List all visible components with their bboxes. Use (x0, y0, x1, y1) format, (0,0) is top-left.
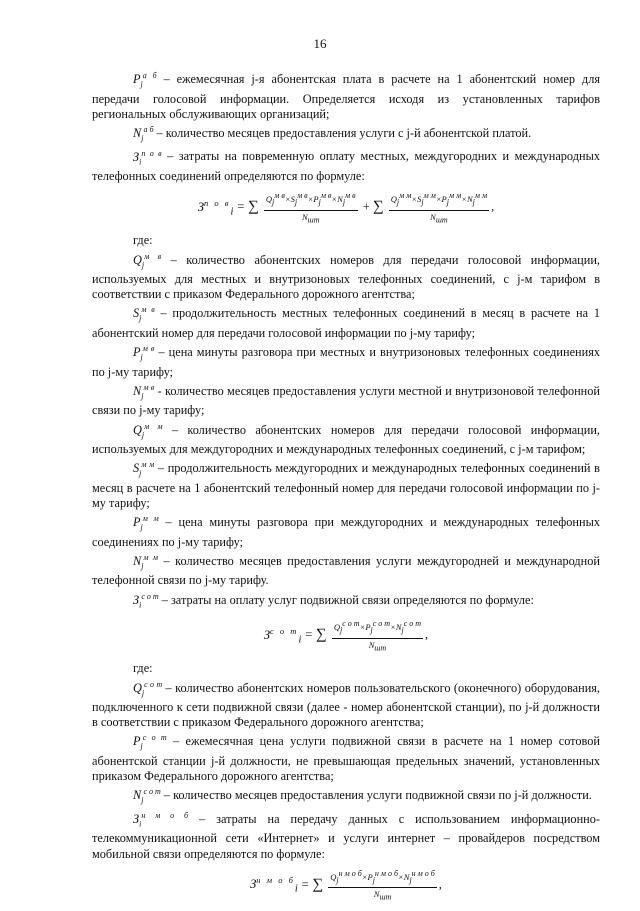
definitions-bottom (92, 677, 600, 862)
variable-symbol: $S_j^{м в}$ (133, 305, 155, 323)
variable-symbol: $Q_j^{м в}$ (133, 251, 162, 270)
definition-paragraph (92, 145, 600, 184)
variable-symbol: $S_j^{м м}$ (133, 460, 155, 478)
definition-paragraph (92, 808, 600, 862)
definition-paragraph (92, 419, 600, 458)
definition-paragraph (92, 511, 600, 550)
definition-paragraph (92, 677, 600, 731)
definition-text: – количество абонентских номеров пользовательского (оконечного) оборудования, подключенного к сети подвижной связи (далее - номер абонентской станции), по j-й должности в соответствии с приказом Федерального дорожного агентства; (92, 680, 601, 730)
where-label-1: где: (133, 233, 153, 248)
variable-symbol: $Q_j^{с о т}$ (133, 679, 163, 698)
variable-symbol: $N_j^{а б}$ (133, 124, 154, 143)
definition-text: – количество месяцев предоставления услуги с j-й абонентской платой. (153, 125, 532, 140)
formula-sot-lhs: $З^{с о т}_i$ (263, 625, 302, 646)
definition-paragraph (92, 302, 600, 341)
definition-paragraph (92, 68, 600, 122)
definition-text: – цена минуты разговора при междугородних и международных телефонных соединениях по j-му тарифу; (92, 515, 600, 549)
variable-symbol: $P_j^{м м}$ (133, 514, 159, 532)
variable-symbol: $N_j^{м в}$ (133, 382, 155, 401)
definitions-mid (92, 249, 600, 613)
definition-paragraph (92, 730, 600, 784)
variable-symbol: $P_j^{м в}$ (133, 344, 155, 362)
formula-pov: $З^{п о в}_i$ = ∑ $\frac{Q_j^{м в}\times S_j^{м в}\times P_j^{м в}\times N_j^{м в}}{N_{шт}}$ + ∑ $\frac{Q_j^{м м}\times S_j^{м м}\times P_j^{м м}\times N_j^{м м}}{N_{шт}}$ , (197, 191, 495, 225)
variable-symbol: $P_j^{с о т}$ (133, 733, 167, 751)
definition-text: – затраты на повременную оплату местных, междугородних и международных телефонных соединений определяются по формуле: (92, 149, 600, 184)
document-body (92, 68, 600, 911)
definition-paragraph (92, 784, 600, 808)
formula-sot-fraction: $\frac{Q_j^{с о т}\times P_j^{с о т}\times N_j^{с о т}}{N_{шт}}$ (333, 619, 422, 653)
definition-text: – ежемесячная j-я абонентская плата в расчете на 1 абонентский номер для передачи голосовой информации. Определяется исходя из установленных тарифов региональных обслуживающих организаций; (92, 72, 600, 121)
definition-text: – затраты на оплату услуг подвижной связи определяются по формуле: (158, 592, 534, 607)
variable-symbol: $Q_j^{м м}$ (133, 421, 163, 440)
definition-text: – продолжительность междугородних и международных телефонных соединений в месяц в расчете на 1 абонентский телефонный номер для передачи голосовой информации по j-му тарифу; (92, 461, 600, 510)
variable-symbol: $З_i^{п о в}$ (133, 148, 162, 167)
formula-nmob-lhs: $З^{н м о б}_i$ (250, 874, 298, 895)
variable-symbol: $N_j^{м м}$ (133, 552, 159, 571)
definition-text: – количество абонентских номеров для передачи голосовой информации, используемых для местных и внутризоновых телефонных соединений, с j-м тарифом в соответствии с приказом Федерального дорожного агентства; (92, 252, 600, 302)
definition-paragraph (92, 122, 600, 146)
definition-paragraph (92, 341, 600, 380)
definition-text: – количество месяцев предоставления услуги подвижной связи по j-й должности. (160, 788, 592, 803)
definition-text: – количество месяцев предоставления услуги междугородней и международной телефонной связи по j-му тарифу. (92, 553, 600, 588)
definition-text: – продолжительность местных телефонных соединений в месяц в расчете на 1 абонентский номер для передачи голосовой информации по j-му тарифу; (92, 306, 600, 340)
formula-nmob: $З^{н м о б}_i$ = ∑ $\frac{Q_j^{н м о б}\times P_j^{н м о б}\times N_j^{н м о б}}{N_{шт}}$ , (250, 868, 442, 902)
definition-paragraph (92, 380, 600, 419)
definition-text: – цена минуты разговора при местных и внутризоновых телефонных соединениях по j-му тарифу; (92, 345, 601, 379)
variable-symbol: $З_i^{н м о б}$ (133, 810, 189, 829)
definition-paragraph (92, 457, 600, 511)
where-label-2: где: (133, 661, 153, 676)
definition-paragraph (92, 589, 600, 613)
variable-symbol: $P_j^{а б}$ (133, 71, 157, 89)
definition-text: – затраты на передачу данных с использованием информационно-телекоммуникационной сети «Интернет» и услуги интернет – провайдеров посредством мобильной связи определяются по формуле: (92, 811, 600, 861)
definition-text: – количество абонентских номеров для передачи голосовой информации, используемых для междугородних и международных телефонных соединений, с j-м тарифом; (92, 422, 600, 457)
definition-text: - количество месяцев предоставления услуги местной и внутризоновой телефонной связи по j-му тарифу; (92, 383, 600, 418)
formula-sot: $З^{с о т}_i$ = ∑ $\frac{Q_j^{с о т}\times P_j^{с о т}\times N_j^{с о т}}{N_{шт}}$ , (263, 619, 429, 653)
definition-paragraph (92, 550, 600, 589)
definition-paragraph (92, 249, 600, 303)
definitions-top (92, 68, 600, 184)
page-number: 16 (313, 36, 327, 51)
formula-pov-fraction-1: $\frac{Q_j^{м в}\times S_j^{м в}\times P_j^{м в}\times N_j^{м в}}{N_{шт}}$ (265, 191, 356, 225)
variable-symbol: $З_i^{с о т}$ (133, 591, 159, 610)
variable-symbol: $N_j^{с о т}$ (133, 787, 161, 805)
formula-pov-fraction-2: $\frac{Q_j^{м м}\times S_j^{м м}\times P_j^{м м}\times N_j^{м м}}{N_{шт}}$ (390, 191, 488, 225)
definition-text: – ежемесячная цена услуги подвижной связи в расчете на 1 номер сотовой абонентской станции j-й должности, не превышающая предельных значений, установленных приказом Федерального дорожного агентства; (92, 734, 600, 784)
formula-nmob-fraction: $\frac{Q_j^{н м о б}\times P_j^{н м о б}\times N_j^{н м о б}}{N_{шт}}$ (330, 868, 435, 902)
formula-pov-lhs: $З^{п о в}_i$ (197, 197, 234, 218)
